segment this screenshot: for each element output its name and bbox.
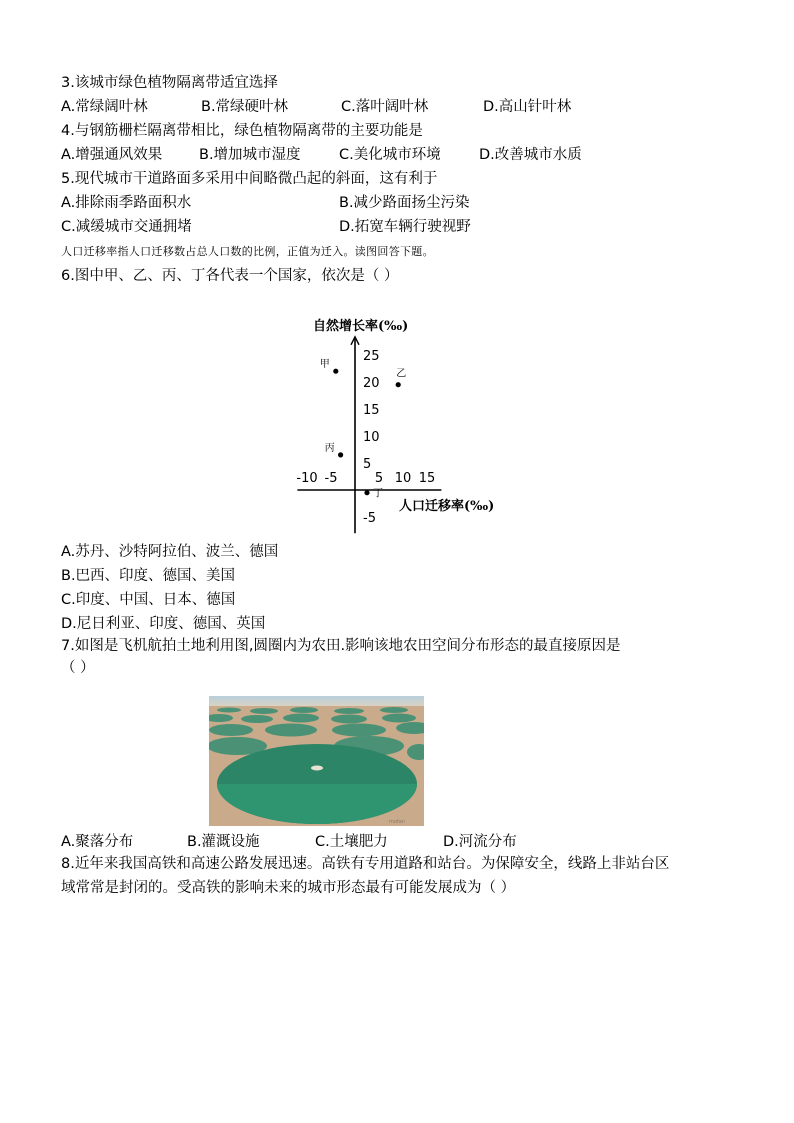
q8-stem-line2: 域常常是封闭的。受高铁的影响未来的城市形态最有可能发展成为（ ）	[61, 880, 516, 896]
q6-option-a[interactable]: A.苏丹、沙特阿拉伯、波兰、德国	[61, 544, 279, 560]
q7-option-d[interactable]: D.河流分布	[443, 834, 517, 850]
chart-x-tick-label: -10	[296, 471, 318, 486]
q7-option-c[interactable]: C.土壤肥力	[315, 834, 388, 850]
q5-option-b[interactable]: B.减少路面扬尘污染	[339, 195, 470, 211]
chart-y-label: 自然增长率(‰)	[313, 319, 409, 334]
population-scatter-chart	[285, 310, 505, 535]
q3-option-a[interactable]: A.常绿阔叶林	[61, 99, 148, 115]
chart-point-label: 甲	[319, 359, 330, 371]
svg-text:mofan: mofan	[389, 819, 405, 825]
q4-option-b[interactable]: B.增加城市湿度	[199, 147, 301, 163]
q7-option-b[interactable]: B.灌溉设施	[187, 834, 260, 850]
q5-stem: 5.现代城市干道路面多采用中间略微凸起的斜面，这有利于	[61, 171, 438, 187]
q7-blank: （ ）	[61, 660, 95, 676]
chart-y-tick-label: 10	[363, 430, 380, 445]
reading-note: 人口迁移率指人口迁移数占总人口数的比例，正值为迁入。读图回答下题。	[61, 245, 434, 258]
q6-option-d[interactable]: D.尼日利亚、印度、德国、英国	[61, 616, 266, 632]
aerial-farmland-photo	[209, 696, 424, 826]
q4-option-d[interactable]: D.改善城市水质	[479, 147, 582, 163]
chart-point	[338, 452, 343, 457]
q8-stem-line1: 8.近年来我国高铁和高速公路发展迅速。高铁有专用道路和站台。为保障安全，线路上非站台区	[61, 856, 670, 872]
q5-option-c[interactable]: C.减缓城市交通拥堵	[61, 219, 192, 235]
chart-y-tick-label: 15	[363, 403, 380, 418]
q5-option-a[interactable]: A.排除雨季路面积水	[61, 195, 192, 211]
chart-y-tick-label: 20	[363, 376, 380, 391]
chart-point	[364, 490, 369, 495]
q4-option-a[interactable]: A.增强通风效果	[61, 147, 163, 163]
chart-y-tick-label: 25	[363, 349, 380, 364]
chart-point-label: 丙	[324, 442, 335, 454]
q6-option-b[interactable]: B.巴西、印度、德国、美国	[61, 568, 236, 584]
q7-option-a[interactable]: A.聚落分布	[61, 834, 134, 850]
q4-option-c[interactable]: C.美化城市环境	[339, 147, 441, 163]
q3-stem: 3.该城市绿色植物隔离带适宜选择	[61, 75, 278, 91]
q4-stem: 4.与钢筋栅栏隔离带相比，绿色植物隔离带的主要功能是	[61, 123, 423, 139]
q5-option-d[interactable]: D.拓宽车辆行驶视野	[339, 219, 471, 235]
q3-option-c[interactable]: C.落叶阔叶林	[341, 99, 429, 115]
chart-x-tick-label: 10	[394, 471, 412, 486]
chart-point-label: 丁	[373, 488, 383, 500]
chart-y-tick-label: -5	[363, 511, 376, 526]
chart-x-label: 人口迁移率(‰)	[399, 499, 495, 514]
q7-stem: 7.如图是飞机航拍土地利用图,圆圈内为农田.影响该地农田空间分布形态的最直接原因是	[61, 638, 621, 654]
chart-x-tick-label: 5	[374, 471, 384, 486]
chart-point	[333, 369, 338, 374]
q6-stem: 6.图中甲、乙、丙、丁各代表一个国家，依次是（ ）	[61, 268, 399, 284]
q3-option-b[interactable]: B.常绿硬叶林	[201, 99, 289, 115]
chart-x-tick-label: 15	[418, 471, 436, 486]
q6-option-c[interactable]: C.印度、中国、日本、德国	[61, 592, 236, 608]
q3-option-d[interactable]: D.高山针叶林	[483, 99, 572, 115]
chart-point	[396, 382, 401, 387]
chart-x-tick-label: -5	[324, 471, 338, 486]
chart-y-tick-label: 5	[363, 457, 372, 472]
chart-point-label: 乙	[396, 368, 407, 380]
